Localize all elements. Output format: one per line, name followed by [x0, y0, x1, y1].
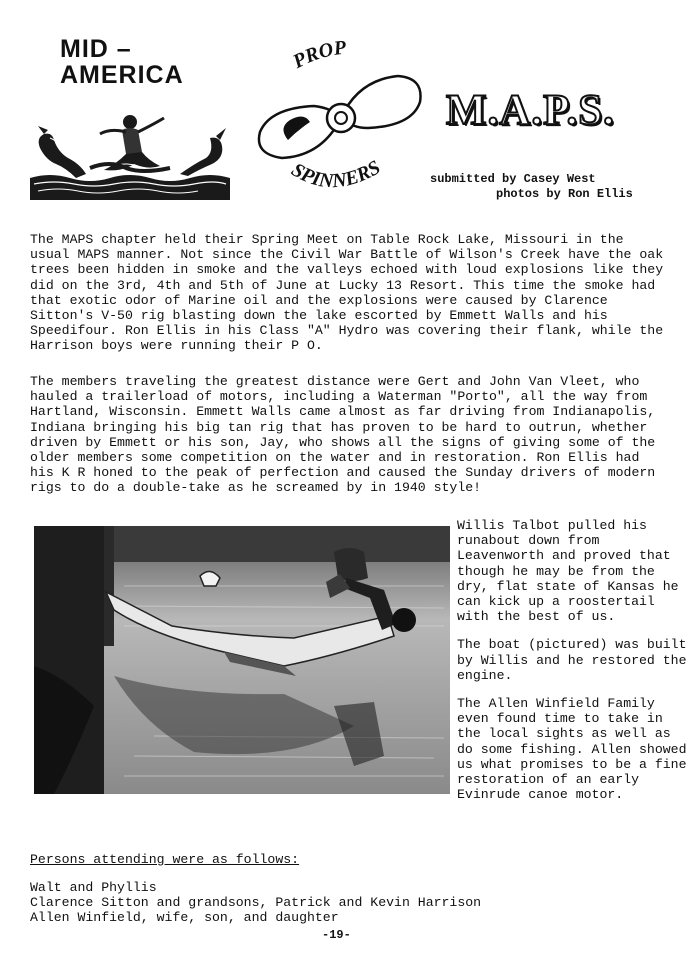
side-column [457, 518, 687, 815]
side-paragraph-2: The boat (pictured) was built by Willis and he restored the engine. [457, 637, 687, 683]
side-paragraph-3: The Allen Winfield Family even found time to take in the local sights as well as do some fishing. Allen showed us what promises to be a fine restoration of an early Evinrude canoe motor. [457, 696, 687, 803]
mid-america-line2: AMERICA [60, 61, 184, 89]
boat-photo [34, 526, 450, 794]
svg-text:SPINNERS [288, 156, 385, 192]
submitted-by-credit: submitted by Casey West [430, 172, 596, 186]
mid-america-line1: MID – [60, 35, 132, 63]
attendee-line: Allen Winfield, wife, son, and daughter [30, 910, 339, 926]
attendee-list [30, 880, 670, 926]
svg-text:PROP [289, 40, 348, 73]
article-paragraph-1: The MAPS chapter held their Spring Meet on Table Rock Lake, Missouri in the usual MAPS manner. Not since the Civil War Battle of Wilson's Creek have the oak trees been hidden in smoke and the valleys echoed with loud explosions like they did on the 3rd, 4th and 5th of June at Lucky 13 Resort. This time the smoke had that exotic odor of Marine oil and the explosions were caused by Clarence Sitton's V-50 rig blasting down the lake escorted by Emmett Walls and his Speedifour. Ron Ellis in his Class "A" Hydro was covering their flank, while the Harrison boys were running their P O. [30, 232, 664, 354]
prop-text: PROP [289, 40, 348, 73]
article-paragraph-2: The members traveling the greatest distance were Gert and John Van Vleet, who hauled a trailerload of motors, including a Waterman "Porto", all the way from Hartland, Wisconsin. Emmett Walls came almost as far driving from Indianapolis, Indiana bringing his big tan rig that has proven to be hard to outrun, whether driven by Emmett or his son, Jay, who shows all the signs of giving some of the older members some competition on the water and in restoration. Ron Ellis had his K R honed to the peak of perfection and caused the Sunday drivers of modern rigs to do a double-take as he screamed by in 1940 style! [30, 374, 656, 496]
page-number: -19- [322, 928, 351, 942]
attending-heading: Persons attending were as follows: [30, 852, 300, 867]
attendee-line: Clarence Sitton and grandsons, Patrick and Kevin Harrison [30, 895, 482, 911]
attendee-line: Walt and Phyllis [30, 880, 157, 895]
propeller-icon [248, 40, 434, 210]
side-paragraph-1: Willis Talbot pulled his runabout down from Leavenworth and proved that though he may be from the dry, flat state of Kansas he can kick up a roostertail with the best of us. [457, 518, 679, 625]
mermaid-sea-serpent-emblem-icon [30, 108, 230, 200]
maps-title: M.A.P.S. [446, 87, 615, 134]
photos-by-credit: photos by Ron Ellis [496, 187, 633, 201]
mid-america-wordmark [60, 36, 230, 88]
spinners-text: SPINNERS [287, 156, 385, 193]
